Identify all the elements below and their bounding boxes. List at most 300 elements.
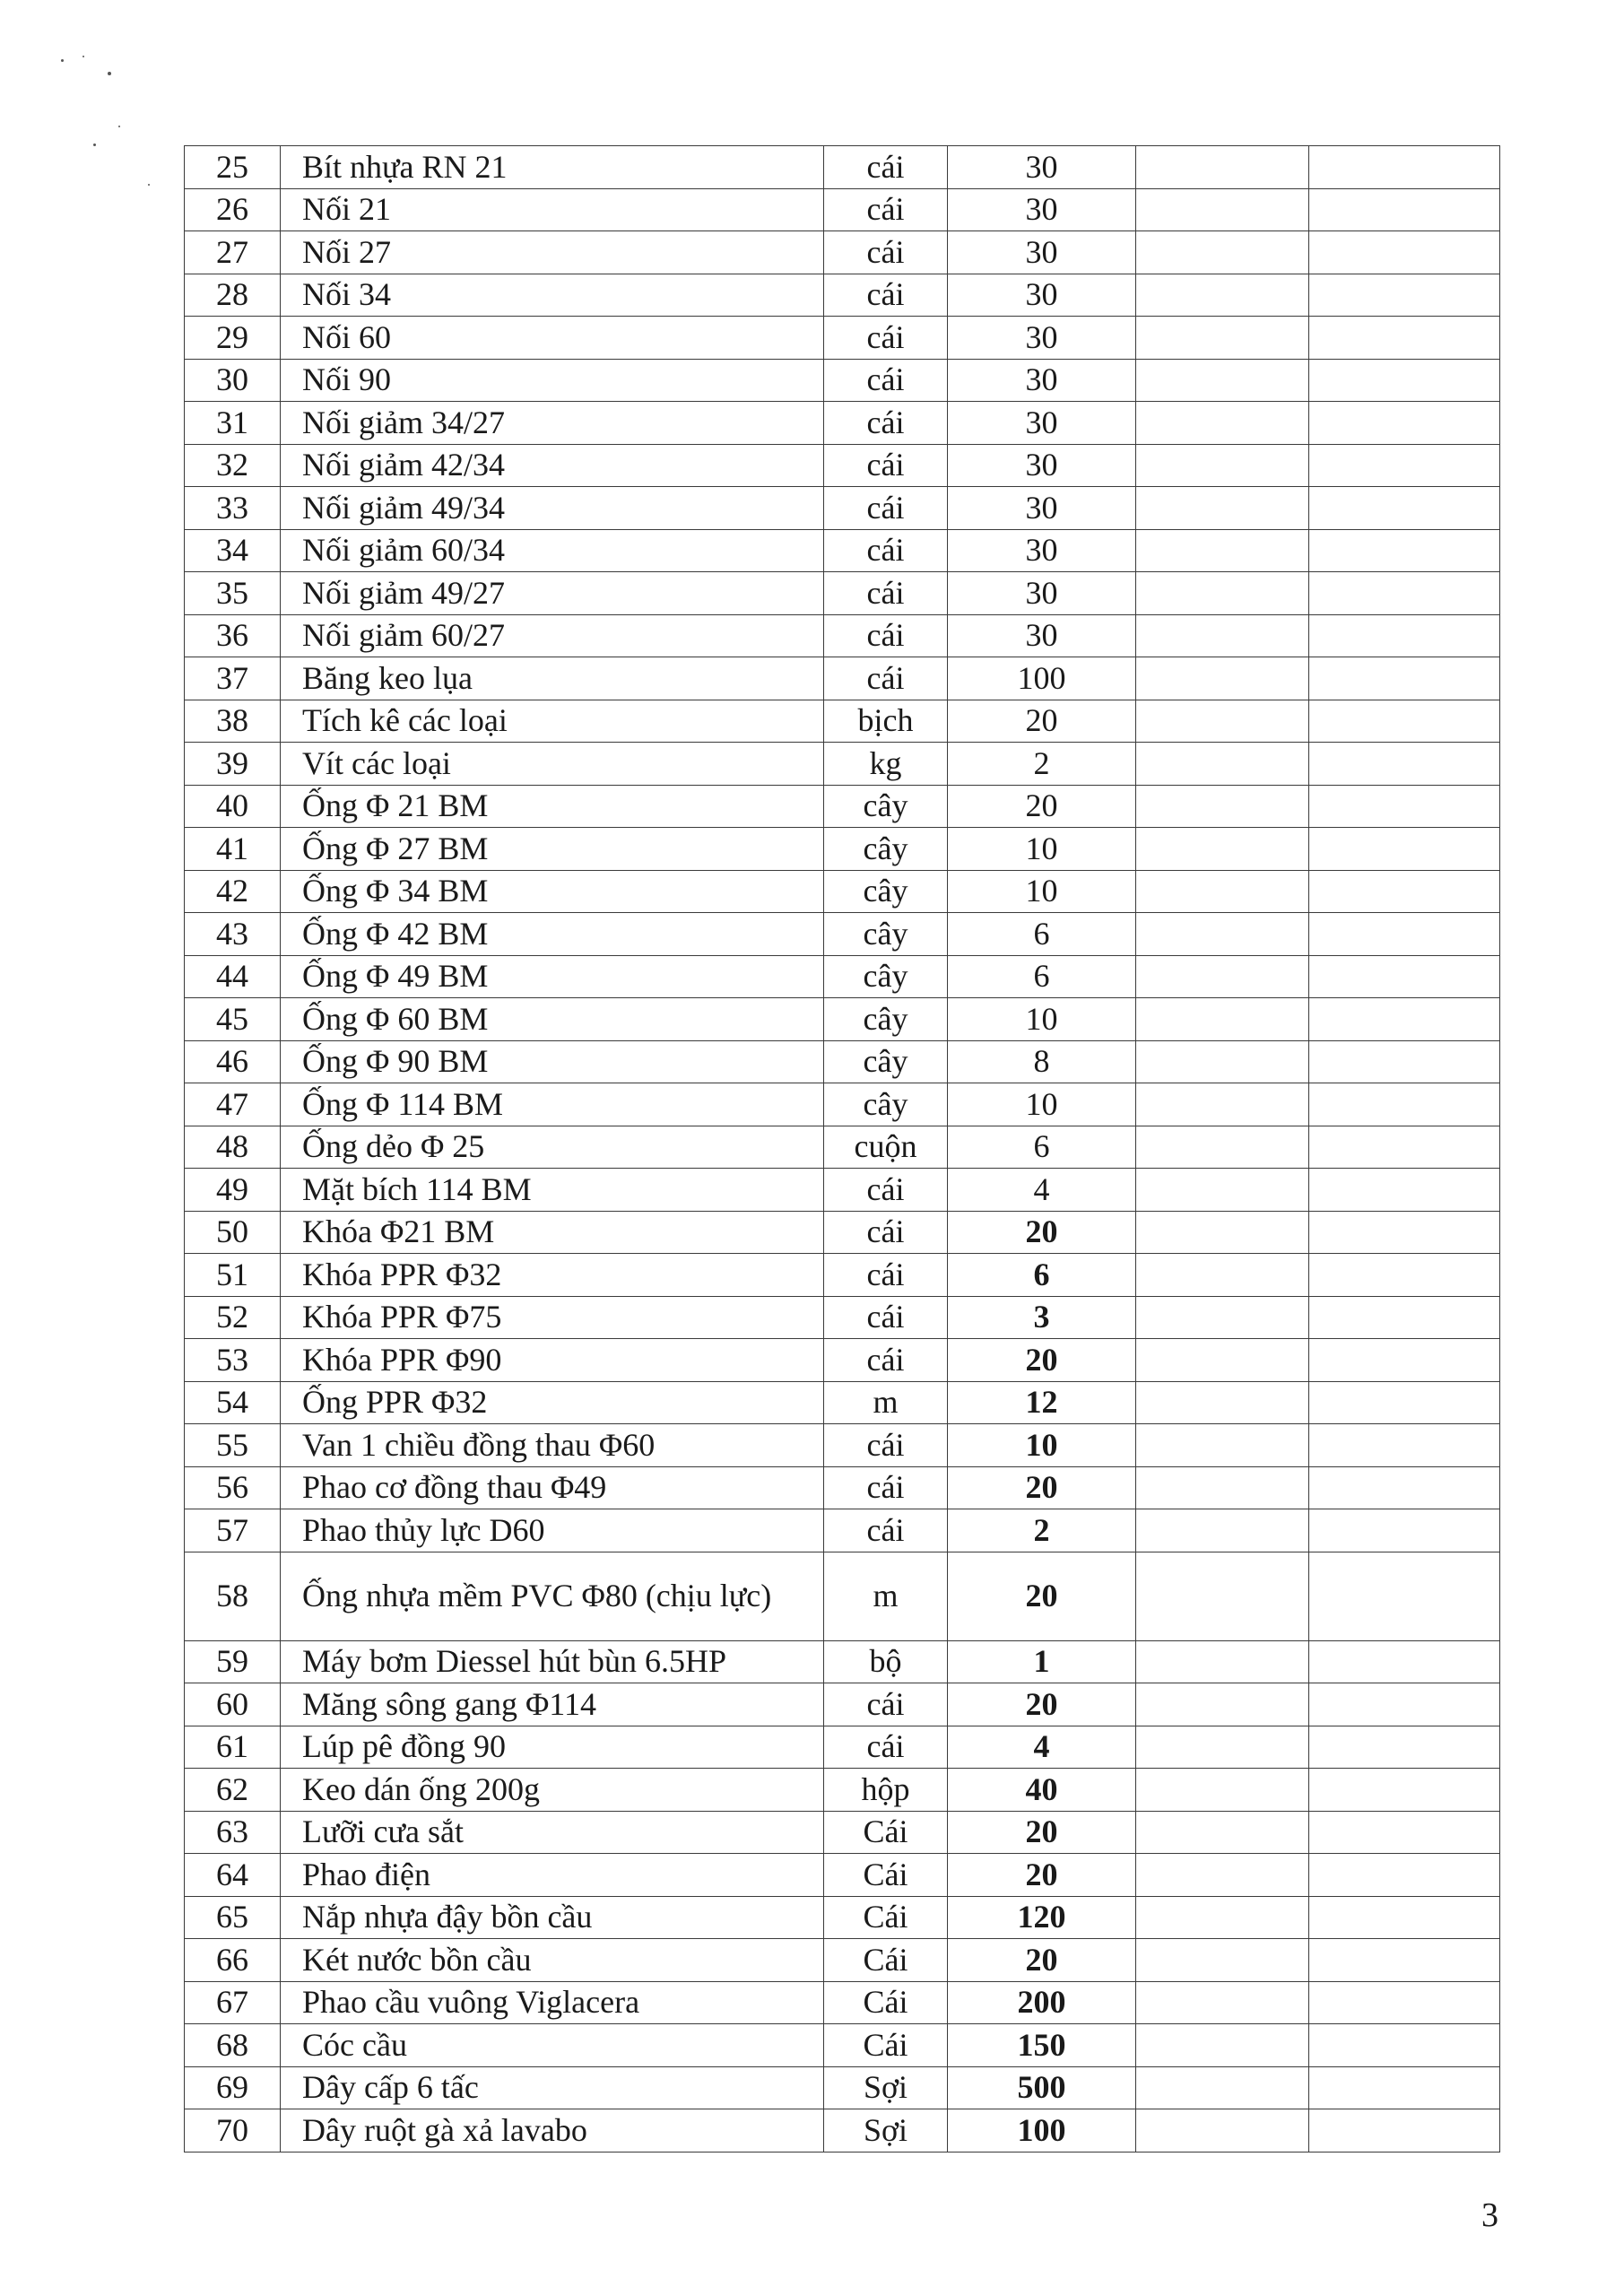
quantity-cell: 30 xyxy=(948,231,1136,274)
table-row xyxy=(185,1211,1500,1254)
quantity-cell: 10 xyxy=(948,870,1136,913)
quantity-cell: 1 xyxy=(948,1640,1136,1683)
row-number-cell: 31 xyxy=(185,402,281,445)
item-name-cell: Bít nhựa RN 21 xyxy=(281,146,824,189)
item-name-cell: Ống Φ 34 BM xyxy=(281,870,824,913)
empty-cell xyxy=(1309,614,1500,657)
quantity-cell: 30 xyxy=(948,487,1136,530)
empty-cell xyxy=(1309,1811,1500,1854)
empty-cell xyxy=(1309,529,1500,572)
unit-cell: cái xyxy=(824,1169,948,1212)
empty-cell xyxy=(1136,1854,1309,1897)
row-number-cell: 44 xyxy=(185,955,281,998)
empty-cell xyxy=(1309,2109,1500,2152)
unit-cell: cái xyxy=(824,614,948,657)
item-name-cell: Băng keo lụa xyxy=(281,657,824,700)
quantity-cell: 10 xyxy=(948,1083,1136,1126)
row-number-cell: 70 xyxy=(185,2109,281,2152)
empty-cell xyxy=(1136,1509,1309,1552)
table-row xyxy=(185,828,1500,871)
item-name-cell: Ống Φ 42 BM xyxy=(281,913,824,956)
unit-cell: cái xyxy=(824,1211,948,1254)
quantity-cell: 20 xyxy=(948,1339,1136,1382)
row-number-cell: 27 xyxy=(185,231,281,274)
empty-cell xyxy=(1309,1254,1500,1297)
table-row xyxy=(185,1811,1500,1854)
unit-cell: cuộn xyxy=(824,1126,948,1169)
quantity-cell: 2 xyxy=(948,1509,1136,1552)
quantity-cell: 4 xyxy=(948,1726,1136,1769)
table-row xyxy=(185,2024,1500,2067)
empty-cell xyxy=(1136,1640,1309,1683)
table-row xyxy=(185,1296,1500,1339)
quantity-cell: 20 xyxy=(948,1811,1136,1854)
item-name-cell: Nối giảm 34/27 xyxy=(281,402,824,445)
row-number-cell: 43 xyxy=(185,913,281,956)
table-row xyxy=(185,231,1500,274)
row-number-cell: 39 xyxy=(185,743,281,786)
item-name-cell: Nắp nhựa đậy bồn cầu xyxy=(281,1896,824,1939)
quantity-cell: 200 xyxy=(948,1981,1136,2024)
table-row xyxy=(185,743,1500,786)
row-number-cell: 46 xyxy=(185,1040,281,1083)
empty-cell xyxy=(1136,1169,1309,1212)
row-number-cell: 55 xyxy=(185,1424,281,1467)
empty-cell xyxy=(1136,700,1309,743)
empty-cell xyxy=(1309,1640,1500,1683)
item-name-cell: Ống Φ 60 BM xyxy=(281,998,824,1041)
table-row xyxy=(185,785,1500,828)
row-number-cell: 42 xyxy=(185,870,281,913)
empty-cell xyxy=(1309,743,1500,786)
table-row xyxy=(185,1896,1500,1939)
row-number-cell: 33 xyxy=(185,487,281,530)
empty-cell xyxy=(1136,1126,1309,1169)
item-name-cell: Ống Φ 114 BM xyxy=(281,1083,824,1126)
row-number-cell: 38 xyxy=(185,700,281,743)
unit-cell: cái xyxy=(824,1296,948,1339)
item-name-cell: Khóa PPR Φ75 xyxy=(281,1296,824,1339)
row-number-cell: 48 xyxy=(185,1126,281,1169)
empty-cell xyxy=(1309,1083,1500,1126)
row-number-cell: 58 xyxy=(185,1552,281,1640)
table-row xyxy=(185,529,1500,572)
empty-cell xyxy=(1136,402,1309,445)
item-name-cell: Măng sông gang Φ114 xyxy=(281,1683,824,1726)
empty-cell xyxy=(1136,955,1309,998)
table-row xyxy=(185,1424,1500,1467)
table-row xyxy=(185,572,1500,615)
item-name-cell: Nối 21 xyxy=(281,188,824,231)
quantity-cell: 20 xyxy=(948,1211,1136,1254)
table-row xyxy=(185,1640,1500,1683)
table-row xyxy=(185,1854,1500,1897)
row-number-cell: 26 xyxy=(185,188,281,231)
item-name-cell: Phao cơ đồng thau Φ49 xyxy=(281,1466,824,1509)
row-number-cell: 66 xyxy=(185,1939,281,1982)
empty-cell xyxy=(1309,1040,1500,1083)
empty-cell xyxy=(1309,274,1500,317)
quantity-cell: 100 xyxy=(948,2109,1136,2152)
row-number-cell: 50 xyxy=(185,1211,281,1254)
quantity-cell: 30 xyxy=(948,402,1136,445)
empty-cell xyxy=(1136,998,1309,1041)
empty-cell xyxy=(1136,1083,1309,1126)
table-row xyxy=(185,359,1500,402)
quantity-cell: 20 xyxy=(948,1683,1136,1726)
unit-cell: cây xyxy=(824,1083,948,1126)
empty-cell xyxy=(1309,700,1500,743)
unit-cell: cái xyxy=(824,359,948,402)
item-name-cell: Phao thủy lực D60 xyxy=(281,1509,824,1552)
empty-cell xyxy=(1309,955,1500,998)
item-name-cell: Nối giảm 42/34 xyxy=(281,444,824,487)
table-row xyxy=(185,2066,1500,2109)
quantity-cell: 6 xyxy=(948,913,1136,956)
item-name-cell: Khóa PPR Φ90 xyxy=(281,1339,824,1382)
unit-cell: Cái xyxy=(824,1896,948,1939)
row-number-cell: 57 xyxy=(185,1509,281,1552)
unit-cell: cây xyxy=(824,913,948,956)
unit-cell: Cái xyxy=(824,1981,948,2024)
table-row xyxy=(185,1552,1500,1640)
empty-cell xyxy=(1309,998,1500,1041)
item-name-cell: Nối 90 xyxy=(281,359,824,402)
unit-cell: Sợi xyxy=(824,2109,948,2152)
quantity-cell: 30 xyxy=(948,274,1136,317)
quantity-cell: 6 xyxy=(948,1254,1136,1297)
table-row xyxy=(185,1726,1500,1769)
item-name-cell: Mặt bích 114 BM xyxy=(281,1169,824,1212)
empty-cell xyxy=(1309,146,1500,189)
unit-cell: cái xyxy=(824,1339,948,1382)
row-number-cell: 47 xyxy=(185,1083,281,1126)
empty-cell xyxy=(1309,1381,1500,1424)
table-row xyxy=(185,274,1500,317)
quantity-cell: 2 xyxy=(948,743,1136,786)
row-number-cell: 49 xyxy=(185,1169,281,1212)
empty-cell xyxy=(1136,231,1309,274)
empty-cell xyxy=(1309,1211,1500,1254)
empty-cell xyxy=(1136,274,1309,317)
unit-cell: bịch xyxy=(824,700,948,743)
quantity-cell: 30 xyxy=(948,529,1136,572)
row-number-cell: 56 xyxy=(185,1466,281,1509)
item-name-cell: Khóa PPR Φ32 xyxy=(281,1254,824,1297)
unit-cell: Cái xyxy=(824,1854,948,1897)
quantity-cell: 20 xyxy=(948,700,1136,743)
empty-cell xyxy=(1136,1811,1309,1854)
unit-cell: Cái xyxy=(824,2024,948,2067)
item-name-cell: Tích kê các loại xyxy=(281,700,824,743)
row-number-cell: 41 xyxy=(185,828,281,871)
table-row xyxy=(185,700,1500,743)
unit-cell: cái xyxy=(824,444,948,487)
row-number-cell: 40 xyxy=(185,785,281,828)
row-number-cell: 67 xyxy=(185,1981,281,2024)
empty-cell xyxy=(1309,444,1500,487)
empty-cell xyxy=(1309,1981,1500,2024)
empty-cell xyxy=(1309,828,1500,871)
quantity-cell: 4 xyxy=(948,1169,1136,1212)
item-name-cell: Cóc cầu xyxy=(281,2024,824,2067)
table-row xyxy=(185,444,1500,487)
unit-cell: cây xyxy=(824,870,948,913)
empty-cell xyxy=(1136,1339,1309,1382)
unit-cell: cái xyxy=(824,657,948,700)
item-name-cell: Phao điện xyxy=(281,1854,824,1897)
row-number-cell: 30 xyxy=(185,359,281,402)
quantity-cell: 500 xyxy=(948,2066,1136,2109)
empty-cell xyxy=(1309,572,1500,615)
item-name-cell: Phao cầu vuông Viglacera xyxy=(281,1981,824,2024)
table-row xyxy=(185,2109,1500,2152)
empty-cell xyxy=(1136,1424,1309,1467)
empty-cell xyxy=(1309,188,1500,231)
quantity-cell: 30 xyxy=(948,359,1136,402)
empty-cell xyxy=(1136,2066,1309,2109)
item-name-cell: Ống Φ 27 BM xyxy=(281,828,824,871)
quantity-cell: 6 xyxy=(948,955,1136,998)
table-row xyxy=(185,1126,1500,1169)
unit-cell: Cái xyxy=(824,1939,948,1982)
materials-table-container xyxy=(184,145,1500,2152)
empty-cell xyxy=(1136,1254,1309,1297)
empty-cell xyxy=(1136,317,1309,360)
table-row xyxy=(185,1040,1500,1083)
empty-cell xyxy=(1309,1896,1500,1939)
empty-cell xyxy=(1136,1981,1309,2024)
quantity-cell: 30 xyxy=(948,572,1136,615)
empty-cell xyxy=(1136,444,1309,487)
materials-table-body xyxy=(185,146,1500,2152)
row-number-cell: 59 xyxy=(185,1640,281,1683)
table-row xyxy=(185,1466,1500,1509)
item-name-cell: Két nước bồn cầu xyxy=(281,1939,824,1982)
quantity-cell: 40 xyxy=(948,1769,1136,1812)
empty-cell xyxy=(1136,657,1309,700)
unit-cell: cây xyxy=(824,1040,948,1083)
empty-cell xyxy=(1309,1552,1500,1640)
quantity-cell: 120 xyxy=(948,1896,1136,1939)
empty-cell xyxy=(1136,870,1309,913)
empty-cell xyxy=(1309,359,1500,402)
row-number-cell: 29 xyxy=(185,317,281,360)
unit-cell: cái xyxy=(824,1683,948,1726)
quantity-cell: 30 xyxy=(948,146,1136,189)
unit-cell: cái xyxy=(824,1424,948,1467)
row-number-cell: 69 xyxy=(185,2066,281,2109)
unit-cell: cái xyxy=(824,274,948,317)
quantity-cell: 20 xyxy=(948,1552,1136,1640)
unit-cell: m xyxy=(824,1552,948,1640)
quantity-cell: 12 xyxy=(948,1381,1136,1424)
unit-cell: cây xyxy=(824,785,948,828)
row-number-cell: 60 xyxy=(185,1683,281,1726)
empty-cell xyxy=(1136,1939,1309,1982)
quantity-cell: 8 xyxy=(948,1040,1136,1083)
empty-cell xyxy=(1136,1896,1309,1939)
quantity-cell: 20 xyxy=(948,785,1136,828)
row-number-cell: 68 xyxy=(185,2024,281,2067)
empty-cell xyxy=(1309,1683,1500,1726)
unit-cell: cây xyxy=(824,955,948,998)
row-number-cell: 62 xyxy=(185,1769,281,1812)
quantity-cell: 3 xyxy=(948,1296,1136,1339)
empty-cell xyxy=(1136,614,1309,657)
empty-cell xyxy=(1136,1552,1309,1640)
row-number-cell: 51 xyxy=(185,1254,281,1297)
table-row xyxy=(185,998,1500,1041)
unit-cell: cái xyxy=(824,572,948,615)
table-row xyxy=(185,1981,1500,2024)
item-name-cell: Ống Φ 90 BM xyxy=(281,1040,824,1083)
unit-cell: cái xyxy=(824,487,948,530)
unit-cell: m xyxy=(824,1381,948,1424)
table-row xyxy=(185,146,1500,189)
empty-cell xyxy=(1136,1381,1309,1424)
item-name-cell: Nối giảm 49/27 xyxy=(281,572,824,615)
empty-cell xyxy=(1136,359,1309,402)
table-row xyxy=(185,1769,1500,1812)
empty-cell xyxy=(1136,1683,1309,1726)
table-row xyxy=(185,614,1500,657)
quantity-cell: 20 xyxy=(948,1939,1136,1982)
quantity-cell: 30 xyxy=(948,188,1136,231)
item-name-cell: Van 1 chiều đồng thau Φ60 xyxy=(281,1424,824,1467)
item-name-cell: Máy bơm Diessel hút bùn 6.5HP xyxy=(281,1640,824,1683)
empty-cell xyxy=(1136,529,1309,572)
row-number-cell: 64 xyxy=(185,1854,281,1897)
item-name-cell: Dây ruột gà xả lavabo xyxy=(281,2109,824,2152)
quantity-cell: 6 xyxy=(948,1126,1136,1169)
item-name-cell: Nối giảm 49/34 xyxy=(281,487,824,530)
unit-cell: cái xyxy=(824,1466,948,1509)
unit-cell: Cái xyxy=(824,1811,948,1854)
unit-cell: cái xyxy=(824,231,948,274)
item-name-cell: Vít các loại xyxy=(281,743,824,786)
quantity-cell: 150 xyxy=(948,2024,1136,2067)
row-number-cell: 28 xyxy=(185,274,281,317)
item-name-cell: Ống dẻo Φ 25 xyxy=(281,1126,824,1169)
empty-cell xyxy=(1309,1424,1500,1467)
quantity-cell: 10 xyxy=(948,828,1136,871)
empty-cell xyxy=(1309,1939,1500,1982)
table-row xyxy=(185,1339,1500,1382)
item-name-cell: Ống nhựa mềm PVC Φ80 (chịu lực) xyxy=(281,1552,824,1640)
table-row xyxy=(185,1381,1500,1424)
empty-cell xyxy=(1309,657,1500,700)
row-number-cell: 36 xyxy=(185,614,281,657)
row-number-cell: 37 xyxy=(185,657,281,700)
table-row xyxy=(185,188,1500,231)
unit-cell: cây xyxy=(824,828,948,871)
page-number: 3 xyxy=(1481,2196,1498,2234)
empty-cell xyxy=(1136,1211,1309,1254)
row-number-cell: 54 xyxy=(185,1381,281,1424)
materials-table xyxy=(184,145,1500,2152)
row-number-cell: 45 xyxy=(185,998,281,1041)
unit-cell: cái xyxy=(824,1509,948,1552)
item-name-cell: Nối 34 xyxy=(281,274,824,317)
item-name-cell: Nối 27 xyxy=(281,231,824,274)
quantity-cell: 10 xyxy=(948,998,1136,1041)
quantity-cell: 100 xyxy=(948,657,1136,700)
quantity-cell: 10 xyxy=(948,1424,1136,1467)
empty-cell xyxy=(1136,572,1309,615)
empty-cell xyxy=(1309,1509,1500,1552)
quantity-cell: 20 xyxy=(948,1854,1136,1897)
row-number-cell: 32 xyxy=(185,444,281,487)
empty-cell xyxy=(1136,1466,1309,1509)
table-row xyxy=(185,402,1500,445)
empty-cell xyxy=(1309,1726,1500,1769)
unit-cell: cái xyxy=(824,146,948,189)
empty-cell xyxy=(1309,1339,1500,1382)
unit-cell: cái xyxy=(824,317,948,360)
empty-cell xyxy=(1309,2024,1500,2067)
empty-cell xyxy=(1309,2066,1500,2109)
empty-cell xyxy=(1136,188,1309,231)
quantity-cell: 30 xyxy=(948,444,1136,487)
empty-cell xyxy=(1309,317,1500,360)
empty-cell xyxy=(1309,487,1500,530)
quantity-cell: 30 xyxy=(948,614,1136,657)
unit-cell: bộ xyxy=(824,1640,948,1683)
unit-cell: cái xyxy=(824,1254,948,1297)
row-number-cell: 53 xyxy=(185,1339,281,1382)
table-row xyxy=(185,955,1500,998)
table-row xyxy=(185,317,1500,360)
table-row xyxy=(185,1509,1500,1552)
item-name-cell: Ống Φ 21 BM xyxy=(281,785,824,828)
unit-cell: Sợi xyxy=(824,2066,948,2109)
empty-cell xyxy=(1136,1296,1309,1339)
unit-cell: cái xyxy=(824,1726,948,1769)
table-row xyxy=(185,1683,1500,1726)
row-number-cell: 65 xyxy=(185,1896,281,1939)
item-name-cell: Ống PPR Φ32 xyxy=(281,1381,824,1424)
row-number-cell: 61 xyxy=(185,1726,281,1769)
table-row xyxy=(185,657,1500,700)
table-row xyxy=(185,870,1500,913)
table-row xyxy=(185,1939,1500,1982)
empty-cell xyxy=(1309,1296,1500,1339)
row-number-cell: 34 xyxy=(185,529,281,572)
unit-cell: cái xyxy=(824,402,948,445)
empty-cell xyxy=(1309,402,1500,445)
item-name-cell: Keo dán ống 200g xyxy=(281,1769,824,1812)
row-number-cell: 52 xyxy=(185,1296,281,1339)
item-name-cell: Dây cấp 6 tấc xyxy=(281,2066,824,2109)
quantity-cell: 30 xyxy=(948,317,1136,360)
item-name-cell: Khóa Φ21 BM xyxy=(281,1211,824,1254)
unit-cell: kg xyxy=(824,743,948,786)
row-number-cell: 63 xyxy=(185,1811,281,1854)
empty-cell xyxy=(1136,1040,1309,1083)
empty-cell xyxy=(1136,828,1309,871)
empty-cell xyxy=(1136,146,1309,189)
item-name-cell: Nối 60 xyxy=(281,317,824,360)
empty-cell xyxy=(1136,2109,1309,2152)
unit-cell: cây xyxy=(824,998,948,1041)
empty-cell xyxy=(1309,1169,1500,1212)
table-row xyxy=(185,1083,1500,1126)
empty-cell xyxy=(1136,743,1309,786)
quantity-cell: 20 xyxy=(948,1466,1136,1509)
empty-cell xyxy=(1309,1126,1500,1169)
unit-cell: cái xyxy=(824,188,948,231)
